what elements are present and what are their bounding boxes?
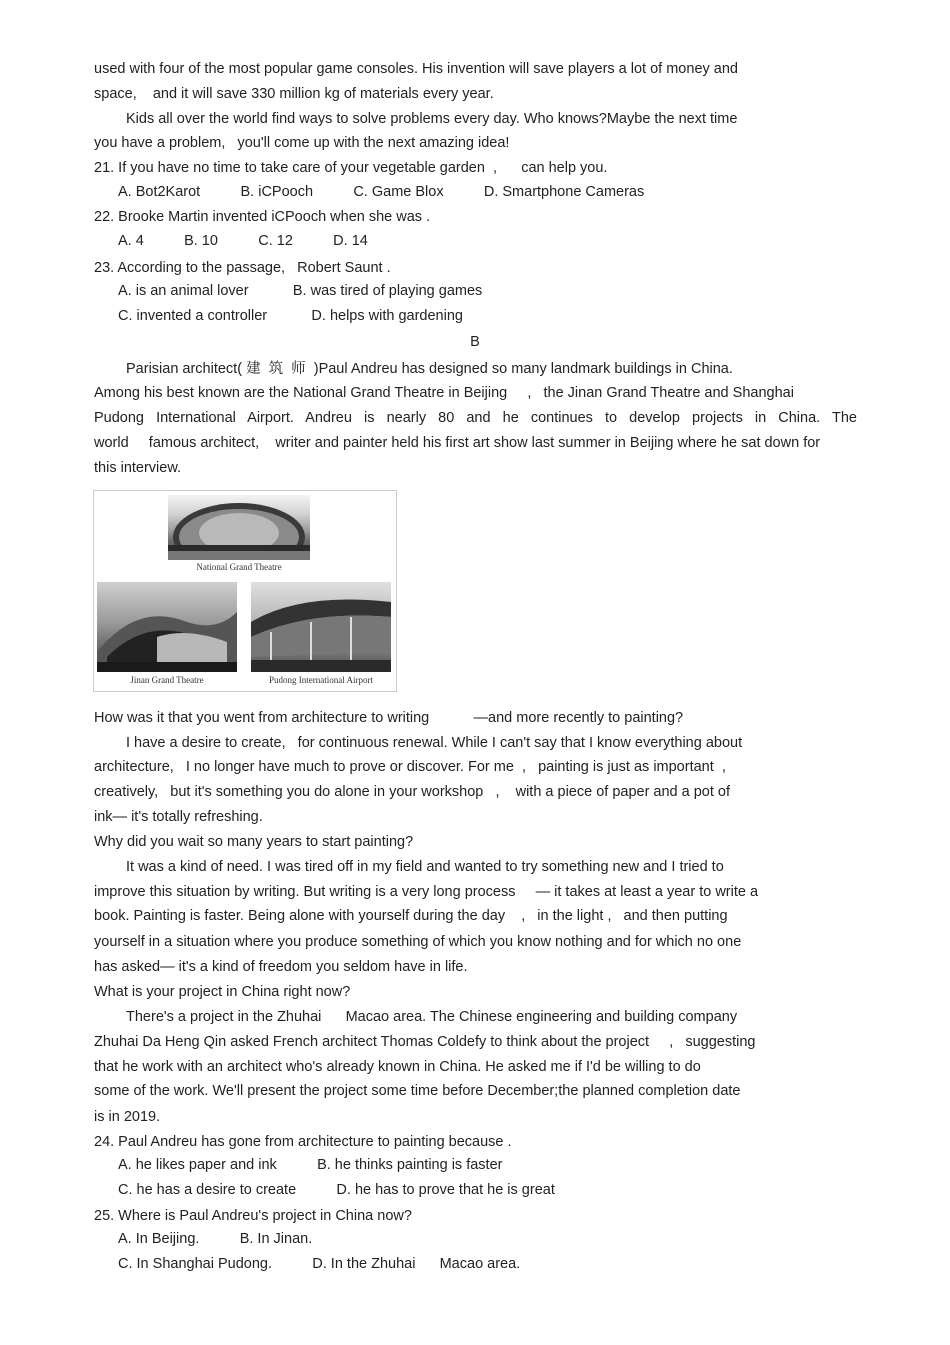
passage-b-line-4: world famous architect, writer and painter held his first art show last summer in Beijing where he sat down for (94, 435, 821, 451)
caption-national-grand-theatre: National Grand Theatre (196, 562, 282, 572)
interview-question-3: What is your project in China right now? (94, 984, 351, 1000)
answer-2-line-2: improve this situation by writing. But writing is a very long process — it takes at least a year to write a (94, 884, 759, 900)
section-b-heading: B (470, 334, 480, 350)
question-25: 25. Where is Paul Andreu's project in China now? (94, 1208, 412, 1224)
line-1: used with four of the most popular game consoles. His invention will save players a lot of money and (94, 61, 738, 77)
passage-b-line-2: Among his best known are the National Grand Theatre in Beijing , the Jinan Grand Theatre and Shanghai (94, 385, 794, 401)
answer-2-line-5: has asked— it's a kind of freedom you seldom have in life. (94, 959, 468, 975)
answer-3-line-1: There's a project in the Zhuhai Macao area. The Chinese engineering and building company (126, 1009, 738, 1025)
buildings-figure (93, 490, 397, 692)
line-4: you have a problem, you'll come up with the next amazing idea! (94, 135, 510, 151)
options-25a: A. In Beijing. B. In Jinan. (118, 1231, 313, 1247)
options-24a: A. he likes paper and ink B. he thinks painting is faster (118, 1157, 503, 1173)
caption-jinan-grand-theatre: Jinan Grand Theatre (130, 675, 204, 685)
answer-3-line-3: that he work with an architect who's already known in China. He asked me if I'd be willing to do (94, 1059, 701, 1075)
answer-1-line-4: ink— it's totally refreshing. (94, 809, 263, 825)
national-grand-theatre-photo (168, 495, 310, 560)
passage-b-line-1: Parisian architect( 建 筑 师 )Paul Andreu has designed so many landmark buildings in China. (126, 361, 733, 377)
line-2: space, and it will save 330 million kg of materials every year. (94, 86, 494, 102)
question-23: 23. According to the passage, Robert Saunt . (94, 260, 391, 276)
line-3: Kids all over the world find ways to solve problems every day. Who knows?Maybe the next time (126, 111, 738, 127)
options-23a: A. is an animal lover B. was tired of playing games (118, 283, 483, 299)
question-22: 22. Brooke Martin invented iCPooch when she was . (94, 209, 431, 225)
options-21: A. Bot2Karot B. iCPooch C. Game Blox D. Smartphone Cameras (118, 184, 645, 200)
options-23b: C. invented a controller D. helps with gardening (118, 308, 463, 324)
answer-3-line-5: is in 2019. (94, 1109, 161, 1125)
passage-b-line-3: Pudong International Airport. Andreu is nearly 80 and he continues to develop projects in China. The (94, 410, 857, 426)
answer-1-line-3: creatively, but it's something you do alone in your workshop , with a piece of paper and a pot of (94, 784, 731, 800)
options-22: A. 4 B. 10 C. 12 D. 14 (118, 233, 368, 249)
question-21: 21. If you have no time to take care of your vegetable garden , can help you. (94, 160, 608, 176)
answer-3-line-4: some of the work. We'll present the project some time before December;the planned completion date (94, 1083, 741, 1099)
answer-2-line-4: yourself in a situation where you produce something of which you know nothing and for which no one (94, 934, 742, 950)
pudong-airport-photo (251, 582, 391, 672)
answer-2-line-3: book. Painting is faster. Being alone with yourself during the day , in the light , and then putting (94, 908, 728, 924)
answer-1-line-2: architecture, I no longer have much to prove or discover. For me , painting is just as important , (94, 759, 726, 775)
passage-b-line-5: this interview. (94, 460, 182, 476)
interview-question-1: How was it that you went from architecture to writing —and more recently to painting? (94, 710, 684, 726)
caption-pudong-airport: Pudong International Airport (269, 675, 373, 685)
question-24: 24. Paul Andreu has gone from architecture to painting because . (94, 1134, 512, 1150)
options-25b: C. In Shanghai Pudong. D. In the Zhuhai Macao area. (118, 1256, 521, 1272)
options-24b: C. he has a desire to create D. he has to prove that he is great (118, 1182, 555, 1198)
answer-3-line-2: Zhuhai Da Heng Qin asked French architect Thomas Coldefy to think about the project , suggesting (94, 1034, 756, 1050)
jinan-grand-theatre-photo (97, 582, 237, 672)
interview-question-2: Why did you wait so many years to start painting? (94, 834, 414, 850)
answer-1-line-1: I have a desire to create, for continuous renewal. While I can't say that I know everything about (126, 735, 743, 751)
answer-2-line-1: It was a kind of need. I was tired off in my field and wanted to try something new and I tried to (126, 859, 724, 875)
